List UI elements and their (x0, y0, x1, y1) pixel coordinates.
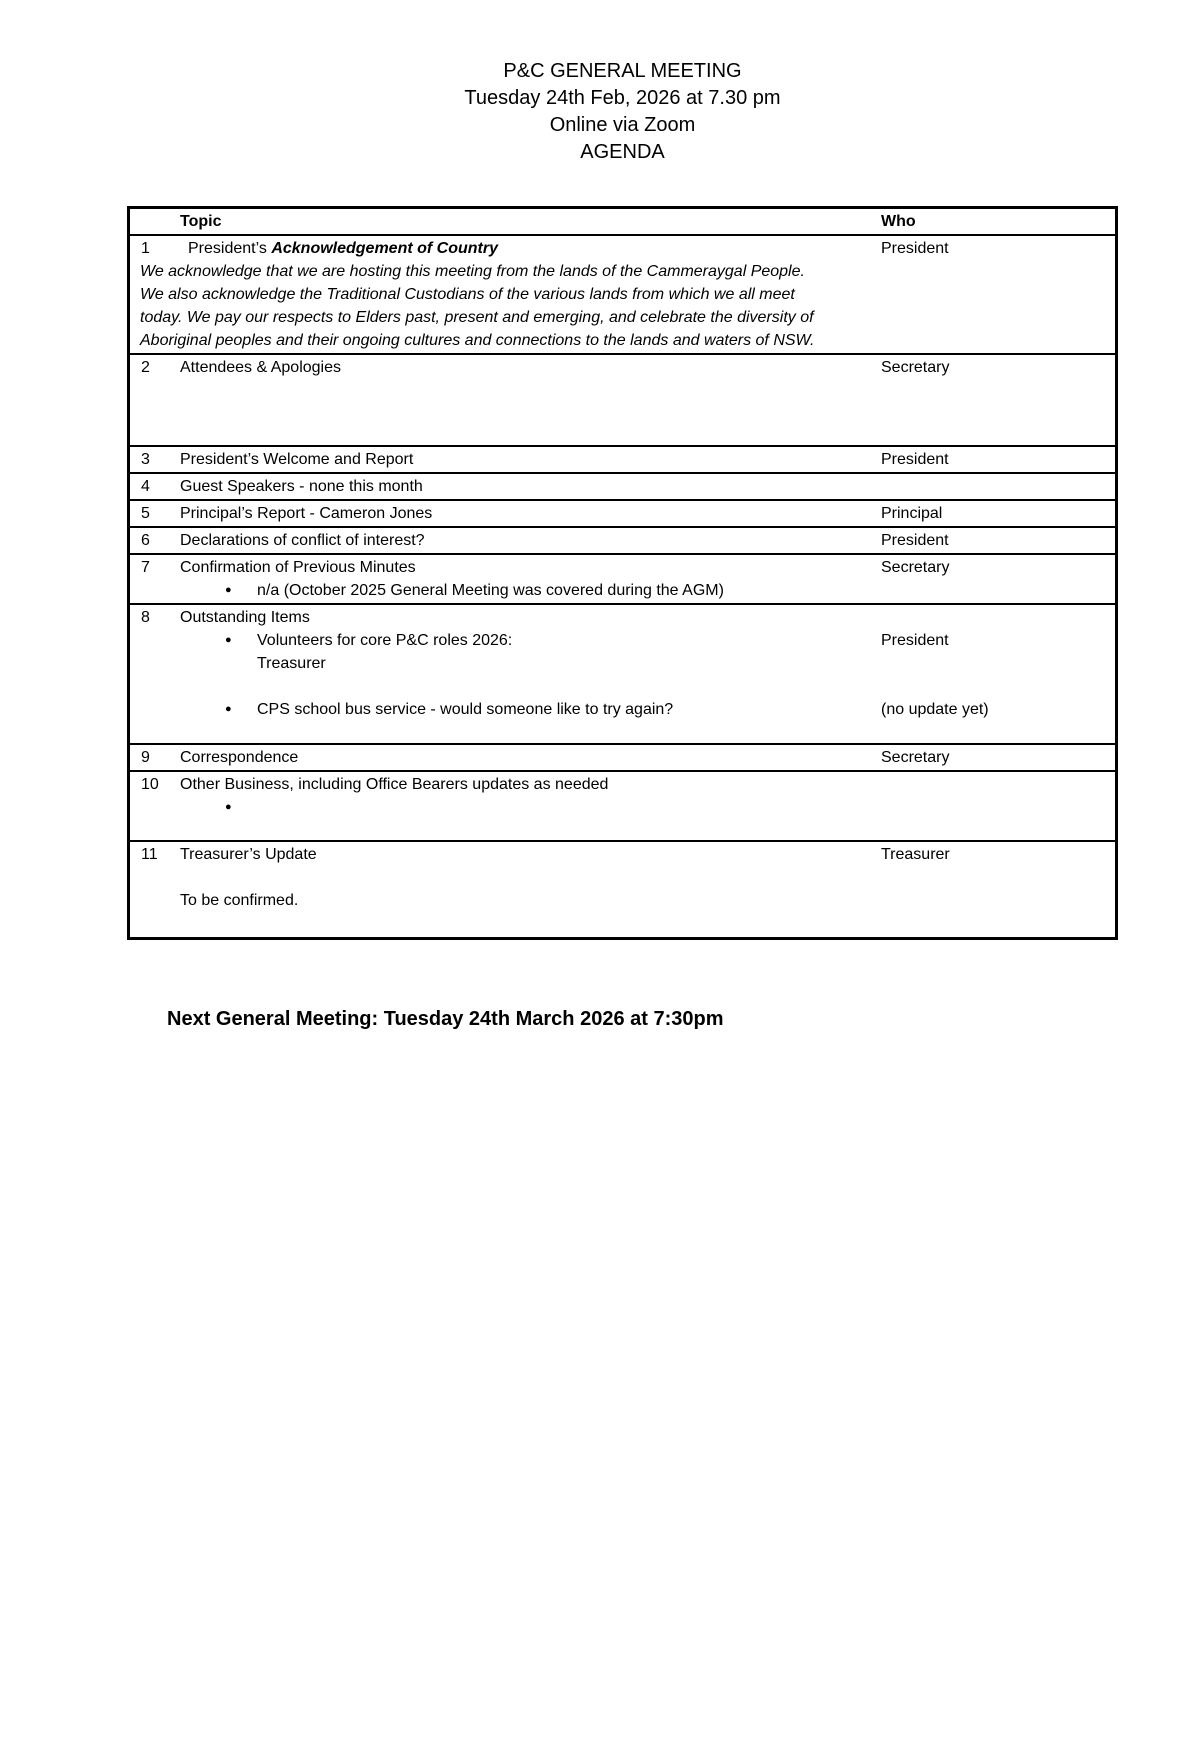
row-number: 6 (141, 532, 150, 549)
row-number: 7 (141, 559, 150, 576)
document-footer (167, 1006, 1192, 1032)
row-number: 8 (141, 609, 150, 626)
topic-text: Attendees & Apologies (180, 359, 342, 376)
who-label: President (881, 240, 949, 257)
who-label: Secretary (881, 559, 950, 576)
who-label: Secretary (881, 749, 950, 766)
row-number: 11 (141, 846, 158, 863)
bullet-icon: ● (225, 584, 232, 596)
topic-emphasis: Acknowledgement of Country (271, 240, 498, 257)
topic-text: Guest Speakers - none this month (180, 478, 423, 495)
table-header-row (130, 209, 1115, 234)
acknowledgement-line: We also acknowledge the Traditional Custodians of the various lands from which we all meet (140, 286, 795, 303)
agenda-row-3 (130, 445, 1115, 472)
meeting-location: Online via Zoom (549, 114, 696, 136)
topic-text: Confirmation of Previous Minutes (180, 559, 416, 576)
agenda-row-10 (130, 770, 1115, 840)
topic-text (188, 240, 498, 257)
spacer-line (130, 675, 1115, 698)
agenda-row-1 (130, 234, 1115, 353)
topic-text: Outstanding Items (180, 609, 310, 626)
agenda-row-6 (130, 526, 1115, 553)
agenda-table (127, 206, 1118, 940)
who-label: President (881, 451, 949, 468)
acknowledgement-line: Aboriginal peoples and their ongoing cultures and connections to the lands and waters of NSW. (140, 332, 815, 349)
topic-text: President’s Welcome and Report (180, 451, 414, 468)
bullet-text: CPS school bus service - would someone like to try again? (257, 701, 674, 718)
column-header-who: Who (881, 213, 916, 230)
acknowledgement-line: today. We pay our respects to Elders past, present and emerging, and celebrate the diversity of (140, 309, 814, 326)
row-number: 2 (141, 359, 150, 376)
meeting-datetime: Tuesday 24th Feb, 2026 at 7.30 pm (464, 87, 781, 109)
topic-text: Declarations of conflict of interest? (180, 532, 425, 549)
agenda-row-8 (130, 603, 1115, 743)
who-label: Secretary (881, 359, 950, 376)
agenda-row-7 (130, 553, 1115, 603)
agenda-row-2 (130, 353, 1115, 445)
topic-prefix: President’s (188, 240, 272, 257)
row-number: 9 (141, 749, 150, 766)
row-note: To be confirmed. (180, 892, 299, 909)
bullet-text: n/a (October 2025 General Meeting was covered during the AGM) (257, 582, 724, 599)
who-label: Treasurer (881, 846, 950, 863)
acknowledgement-text (130, 260, 1115, 352)
bullet-text: Volunteers for core P&C roles 2026: (257, 632, 513, 649)
agenda-row-9 (130, 743, 1115, 770)
topic-text: Correspondence (180, 749, 299, 766)
row-number: 10 (141, 776, 159, 793)
row-number: 1 (141, 240, 150, 257)
who-label: President (881, 632, 949, 649)
spacer-line (130, 866, 1115, 889)
who-label: Principal (881, 505, 943, 522)
bullet-sub-text: Treasurer (257, 655, 326, 672)
document-header (127, 58, 1118, 166)
row-number: 5 (141, 505, 150, 522)
column-header-topic: Topic (180, 213, 222, 230)
next-meeting-note: Next General Meeting: Tuesday 24th March 2026 at 7:30pm (167, 1008, 724, 1030)
row-number: 4 (141, 478, 150, 495)
meeting-title: P&C GENERAL MEETING (503, 60, 742, 82)
who-label: President (881, 532, 949, 549)
document-type: AGENDA (580, 141, 665, 163)
topic-text: Treasurer’s Update (180, 846, 317, 863)
agenda-row-11 (130, 840, 1115, 937)
topic-text: Other Business, including Office Bearers updates as needed (180, 776, 609, 793)
agenda-row-5 (130, 499, 1115, 526)
acknowledgement-line: We acknowledge that we are hosting this meeting from the lands of the Cammeraygal People. (140, 263, 805, 280)
bullet-icon: ● (225, 703, 232, 715)
bullet-icon: ● (225, 634, 232, 646)
agenda-row-4 (130, 472, 1115, 499)
who-label: (no update yet) (881, 701, 989, 718)
row-number: 3 (141, 451, 150, 468)
topic-text: Principal’s Report - Cameron Jones (180, 505, 433, 522)
bullet-icon: ● (225, 801, 232, 813)
